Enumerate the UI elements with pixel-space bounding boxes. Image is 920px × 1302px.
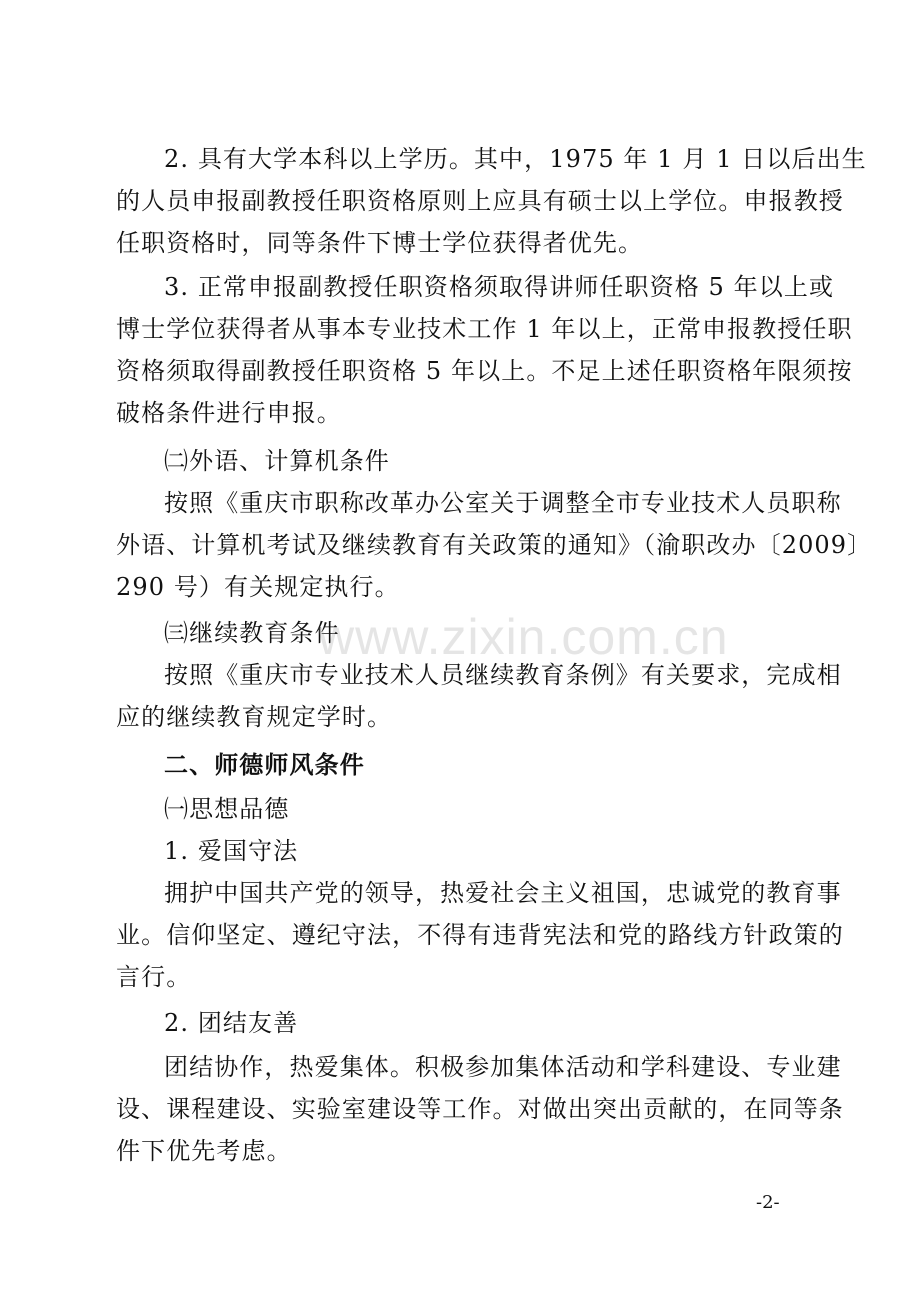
paragraph-line: 团结协作，热爱集体。积极参加集体活动和学科建设、专业建: [164, 1053, 842, 1081]
paragraph-line: 290 号）有关规定执行。: [116, 573, 400, 601]
paragraph-line: 件下优先考虑。: [116, 1137, 292, 1165]
paragraph-line: 业。信仰坚定、遵纪守法，不得有违背宪法和党的路线方针政策的: [116, 921, 844, 949]
section-heading: ㈠思想品德: [164, 795, 290, 823]
paragraph-line: 拥护中国共产党的领导，热爱社会主义祖国，忠诚党的教育事: [164, 879, 842, 907]
paragraph-line: 破格条件进行申报。: [116, 399, 342, 427]
paragraph-line: 的人员申报副教授任职资格原则上应具有硕士以上学位。申报教授: [116, 187, 844, 215]
paragraph-line: 言行。: [116, 963, 192, 991]
paragraph-line: 任职资格时，同等条件下博士学位获得者优先。: [116, 229, 644, 257]
chapter-heading: 二、师德师风条件: [164, 751, 365, 779]
section-heading: ㈢继续教育条件: [164, 619, 340, 647]
paragraph-line: 按照《重庆市职称改革办公室关于调整全市专业技术人员职称: [164, 489, 842, 517]
paragraph-line: 博士学位获得者从事本专业技术工作 1 年以上，正常申报教授任职: [116, 315, 853, 343]
subsection-heading: 2. 团结友善: [164, 1009, 299, 1037]
section-heading: ㈡外语、计算机条件: [164, 447, 390, 475]
watermark: www.zixin.com.cn: [318, 609, 729, 665]
subsection-heading: 1. 爱国守法: [164, 837, 299, 865]
paragraph-line: 按照《重庆市专业技术人员继续教育条例》有关要求，完成相: [164, 661, 842, 689]
paragraph-line: 外语、计算机考试及继续教育有关政策的通知》（渝职改办〔2009〕: [116, 531, 873, 559]
paragraph-line: 应的继续教育规定学时。: [116, 703, 393, 731]
paragraph-line: 3. 正常申报副教授任职资格须取得讲师任职资格 5 年以上或: [164, 273, 835, 301]
page-number: -2-: [756, 1192, 780, 1213]
paragraph-line: 资格须取得副教授任职资格 5 年以上。不足上述任职资格年限须按: [116, 357, 853, 385]
paragraph-line: 设、课程建设、实验室建设等工作。对做出突出贡献的，在同等条: [116, 1095, 844, 1123]
paragraph-line: 2. 具有大学本科以上学历。其中，1975 年 1 月 1 日以后出生: [164, 145, 867, 173]
